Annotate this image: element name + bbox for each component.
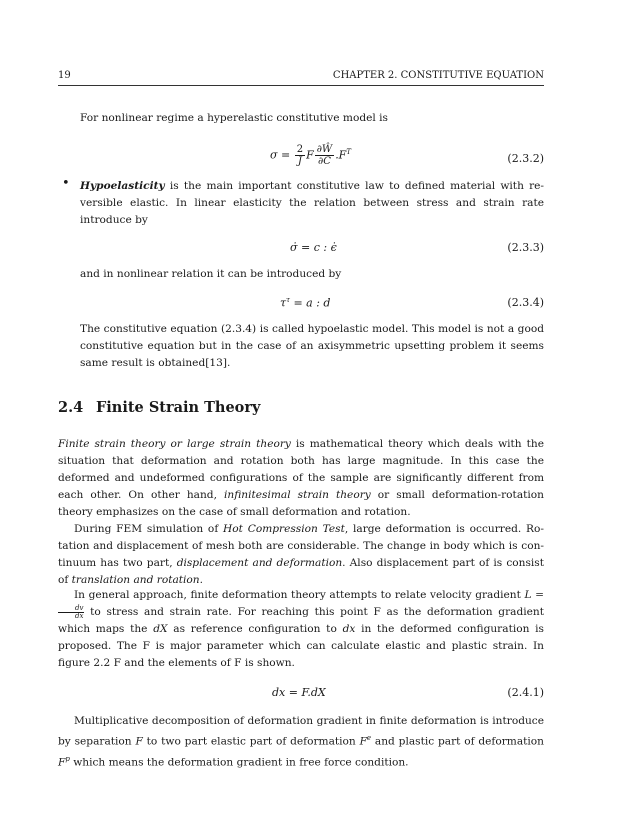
chapter-title: CHAPTER 2. CONSTITUTIVE EQUATION — [332, 70, 544, 81]
equation-2-3-3 — [58, 241, 544, 257]
section-number: 2.4 — [58, 399, 84, 416]
bullet-marker: • — [62, 176, 70, 191]
intro-paragraph: For nonlinear regime a hyperelastic constitutive model is — [80, 112, 388, 124]
equation-number: (2.3.3) — [507, 241, 544, 254]
equation-2-3-4 — [58, 296, 544, 312]
decomposition-paragraph: Multiplicative decomposition of deformation gradient in finite deformation is introduce by separation F to two part elastic part of deformation $F^e$ and plastic part of deformation $F^p$ which means the deformation gradient in free force condition. — [58, 715, 544, 769]
section-title: Finite Strain Theory — [96, 399, 261, 416]
page-header — [58, 70, 544, 86]
finite-strain-paragraph: Finite strain theory or large strain theory is mathematical theory which deals with the situation that deformation and rotation both has large magnitude. In this case the deformed and undeformed configurations of the sample are significantly different from each other. On other hand, infinitesimal strain theory or small deformation-rotation theory emphasizes on the case of small deformation and rotation. — [58, 438, 544, 518]
equation-2-4-1 — [58, 686, 544, 702]
general-approach-paragraph: In general approach, finite deformation theory attempts to relate velocity gradient L = $\frac{dv}{dx}$ to stress and strain rate. For reaching this point F as the deformation gradient which maps the dX as reference configuration to dx in the deformed configuration is proposed. The F is major parameter which can calculate elastic and plastic strain. In figure 2.2 F and the elements of F is shown. — [58, 589, 544, 669]
hypoelastic-model-paragraph: The constitutive equation (2.3.4) is called hypoelastic model. This model is not a good constitutive equation but in the case of an axisymmetric upsetting problem it seems same result is obtained[13]. — [80, 323, 544, 369]
equation-number: (2.4.1) — [507, 686, 544, 699]
equation-number: (2.3.4) — [507, 296, 544, 309]
equation-expression: σ = $\frac{2}{J}$ F $\frac{\partial Ŵ}{\partial C}$ $.F^T$ — [270, 144, 351, 167]
page-number: 19 — [58, 70, 71, 81]
equation-expression: σ̇ = c : ϵ̇ — [290, 241, 337, 254]
hypoelasticity-bullet: Hypoelasticity is the main important constitutive law to defined material with re-versible elastic. In linear elasticity the relation between stress and strain rate introduce by — [80, 180, 544, 226]
equation-2-3-2 — [58, 140, 544, 174]
section-heading — [58, 399, 260, 416]
equation-number: (2.3.2) — [507, 152, 544, 165]
nonlinear-paragraph: and in nonlinear relation it can be introduced by — [80, 268, 342, 280]
term-hypoelasticity: Hypoelasticity — [80, 180, 165, 192]
equation-expression: $\tau^\tau = a$ : d — [280, 296, 331, 310]
fem-simulation-paragraph: During FEM simulation of Hot Compression Test, large deformation is occurred. Ro-tation and displacement of mesh both are considerable. The change in body which is con-tinuum has two part, displacement and deformation. Also displacement part of is consist of translation and rotation. — [58, 523, 544, 586]
equation-expression: dx = F.dX — [272, 686, 326, 699]
